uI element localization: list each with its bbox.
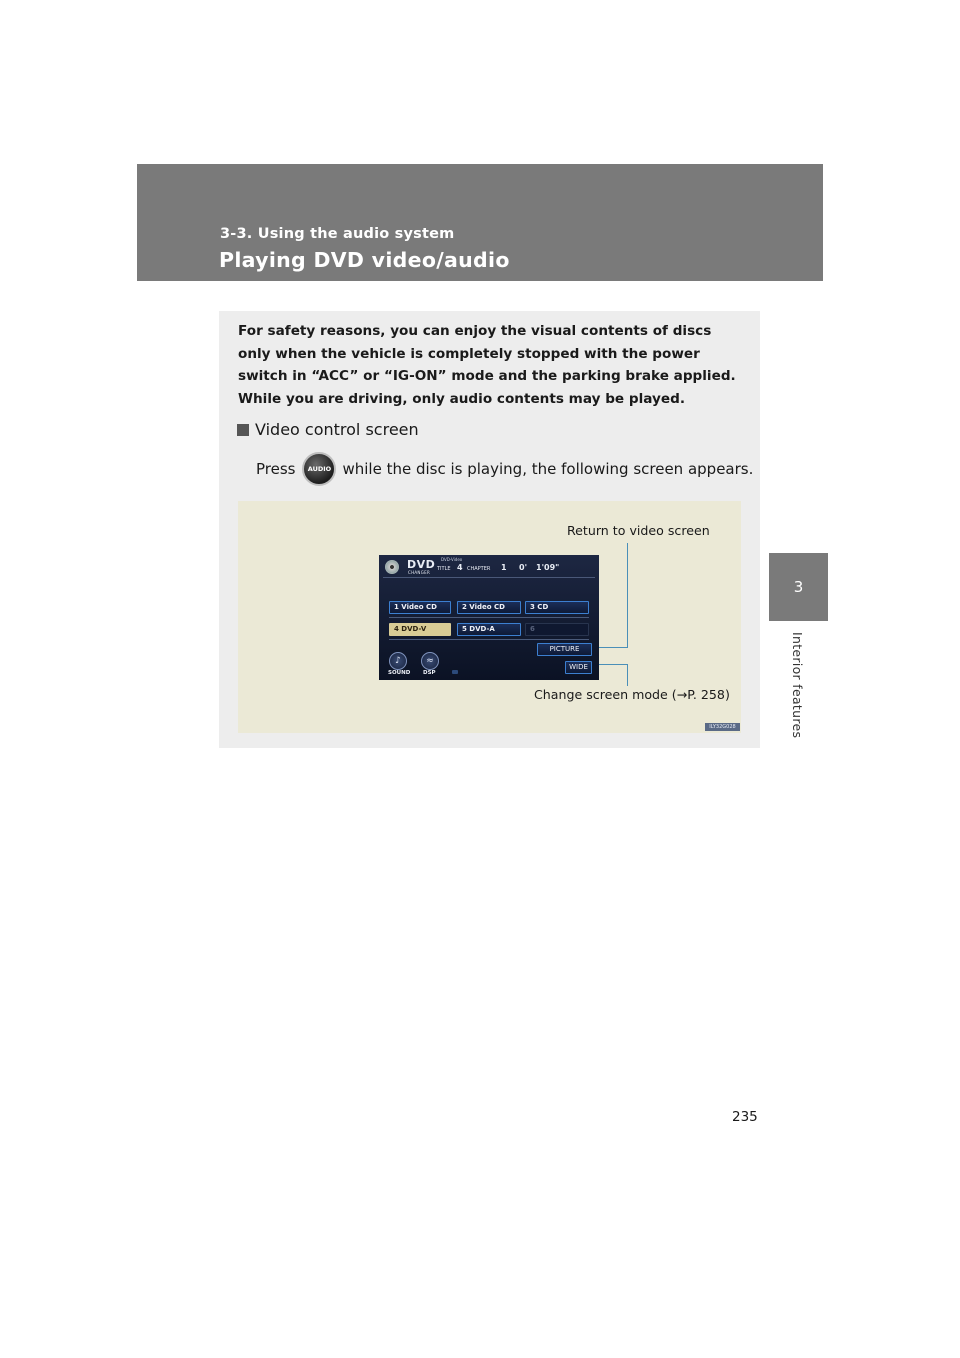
- square-bullet-icon: [237, 424, 249, 436]
- divider: [389, 639, 589, 640]
- press-prefix: Press: [256, 460, 296, 478]
- indicator-mark: [452, 670, 458, 674]
- sound-icon[interactable]: ♪: [389, 652, 407, 670]
- dsp-label: DSP: [423, 670, 436, 676]
- disc-slot-2[interactable]: 2 Video CD: [457, 601, 521, 614]
- page-title: Playing DVD video/audio: [219, 248, 510, 272]
- leader-line: [627, 543, 628, 648]
- mode-label: DVD-Video: [441, 557, 463, 562]
- subheading: [237, 420, 419, 439]
- sound-label: SOUND: [388, 670, 411, 676]
- disc-slot-4[interactable]: 4 DVD-V: [389, 623, 451, 636]
- disc-slot-1[interactable]: 1 Video CD: [389, 601, 451, 614]
- figure: [238, 501, 741, 733]
- elapsed-time: 1'09": [536, 563, 560, 572]
- dvd-screen: [379, 555, 599, 680]
- figure-code: ILY32G028: [705, 723, 740, 731]
- chapter-value: 1: [501, 563, 507, 572]
- dvd-logo: DVD: [407, 558, 436, 571]
- section-label: 3-3. Using the audio system: [220, 226, 455, 242]
- divider: [383, 577, 595, 578]
- safety-note: For safety reasons, you can enjoy the visual contents of discs only when the vehicle is completely stopped with the power switch in “ACC” or “IG-ON” mode and the parking brake applied. While you are driving, only audio contents may be played.: [238, 323, 736, 407]
- press-suffix: while the disc is playing, the following screen appears.: [342, 460, 754, 478]
- picture-button[interactable]: PICTURE: [537, 643, 592, 656]
- disc-slot-5[interactable]: 5 DVD-A: [457, 623, 521, 636]
- content-box: [219, 311, 760, 748]
- press-instruction: [256, 451, 753, 487]
- disc-slot-6[interactable]: 6: [525, 623, 589, 636]
- annotation-change: Change screen mode (→P. 258): [534, 687, 730, 702]
- subheading-text: Video control screen: [255, 420, 419, 439]
- leader-line: [595, 664, 628, 665]
- divider: [389, 617, 589, 618]
- leader-line: [627, 664, 628, 686]
- page-number: 235: [732, 1109, 758, 1125]
- elapsed-minutes: 0': [519, 563, 528, 572]
- title-value: 4: [457, 563, 463, 572]
- chapter-label: Interior features: [790, 632, 805, 739]
- chapter-tab: 3: [769, 553, 828, 621]
- annotation-return: Return to video screen: [567, 523, 710, 538]
- disc-slot-3[interactable]: 3 CD: [525, 601, 589, 614]
- disc-icon: [385, 560, 399, 574]
- header-band: [137, 164, 823, 281]
- dsp-icon[interactable]: ≈: [421, 652, 439, 670]
- chapter-label-screen: CHAPTER: [467, 566, 491, 572]
- changer-label: CHANGER: [408, 570, 431, 575]
- wide-button[interactable]: WIDE: [565, 661, 592, 674]
- title-label: TITLE: [437, 566, 451, 572]
- audio-button-icon: AUDIO: [302, 452, 336, 486]
